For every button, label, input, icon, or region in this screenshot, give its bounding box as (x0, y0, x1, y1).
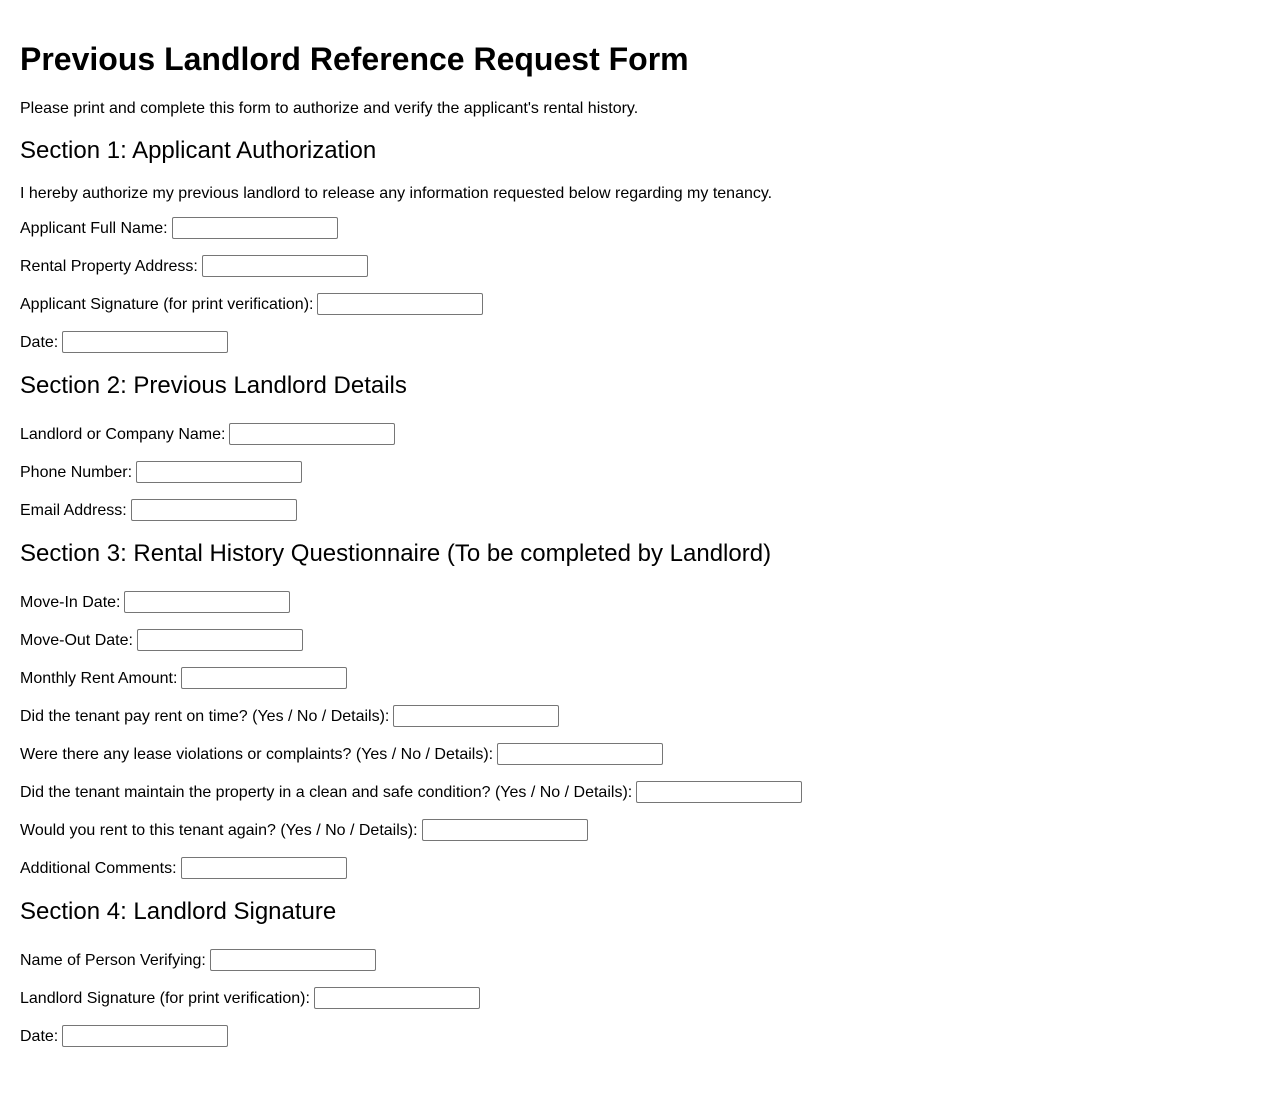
rent-on-time-input[interactable] (393, 705, 559, 727)
additional-comments-label: Additional Comments: (20, 859, 177, 877)
rent-again-input[interactable] (422, 819, 588, 841)
lease-violations-row (20, 743, 1242, 765)
move-out-date-row (20, 629, 1242, 651)
email-address-row (20, 499, 1242, 521)
property-condition-input[interactable] (636, 781, 802, 803)
landlord-signature-input[interactable] (314, 987, 480, 1009)
landlord-company-name-label: Landlord or Company Name: (20, 425, 226, 443)
intro-text: Please print and complete this form to authorize and verify the applicant's rental history. (20, 100, 639, 117)
phone-number-input[interactable] (136, 461, 302, 483)
applicant-date-input[interactable] (62, 331, 228, 353)
section-3-heading: Section 3: Rental History Questionnaire (To be completed by Landlord) (20, 540, 772, 567)
move-in-date-row (20, 591, 1242, 613)
email-address-input[interactable] (131, 499, 297, 521)
move-out-date-label: Move-Out Date: (20, 631, 133, 649)
lease-violations-input[interactable] (497, 743, 663, 765)
additional-comments-row (20, 857, 1242, 879)
applicant-full-name-input[interactable] (172, 217, 338, 239)
applicant-full-name-row (20, 217, 1242, 239)
property-condition-label: Did the tenant maintain the property in a clean and safe condition? (Yes / No / Details): (20, 783, 633, 801)
applicant-full-name-label: Applicant Full Name: (20, 219, 168, 237)
authorization-text: I hereby authorize my previous landlord to release any information requested below regarding my tenancy. (20, 185, 773, 202)
landlord-company-name-input[interactable] (229, 423, 395, 445)
monthly-rent-amount-input[interactable] (181, 667, 347, 689)
person-verifying-input[interactable] (210, 949, 376, 971)
move-out-date-input[interactable] (137, 629, 303, 651)
email-address-label: Email Address: (20, 501, 127, 519)
landlord-company-name-row (20, 423, 1242, 445)
applicant-date-label: Date: (20, 333, 59, 351)
landlord-signature-row (20, 987, 1242, 1009)
landlord-signature-label: Landlord Signature (for print verification): (20, 989, 310, 1007)
person-verifying-label: Name of Person Verifying: (20, 951, 206, 969)
applicant-signature-input[interactable] (317, 293, 483, 315)
move-in-date-label: Move-In Date: (20, 593, 121, 611)
property-condition-row (20, 781, 1242, 803)
landlord-date-row (20, 1025, 1242, 1047)
lease-violations-label: Were there any lease violations or complaints? (Yes / No / Details): (20, 745, 494, 763)
section-1-heading: Section 1: Applicant Authorization (20, 137, 377, 164)
rental-property-address-label: Rental Property Address: (20, 257, 198, 275)
monthly-rent-amount-row (20, 667, 1242, 689)
section-4-heading: Section 4: Landlord Signature (20, 898, 337, 925)
page-title: Previous Landlord Reference Request Form (20, 41, 689, 77)
applicant-signature-row (20, 293, 1242, 315)
phone-number-label: Phone Number: (20, 463, 133, 481)
rent-again-label: Would you rent to this tenant again? (Yes / No / Details): (20, 821, 418, 839)
applicant-signature-label: Applicant Signature (for print verification): (20, 295, 314, 313)
rental-property-address-row (20, 255, 1242, 277)
rental-property-address-input[interactable] (202, 255, 368, 277)
additional-comments-input[interactable] (181, 857, 347, 879)
section-2-heading: Section 2: Previous Landlord Details (20, 372, 407, 399)
move-in-date-input[interactable] (124, 591, 290, 613)
monthly-rent-amount-label: Monthly Rent Amount: (20, 669, 178, 687)
rent-on-time-label: Did the tenant pay rent on time? (Yes / No / Details): (20, 707, 390, 725)
person-verifying-row (20, 949, 1242, 971)
landlord-date-label: Date: (20, 1027, 59, 1045)
landlord-date-input[interactable] (62, 1025, 228, 1047)
applicant-date-row (20, 331, 1242, 353)
phone-number-row (20, 461, 1242, 483)
rent-on-time-row (20, 705, 1242, 727)
rent-again-row (20, 819, 1242, 841)
